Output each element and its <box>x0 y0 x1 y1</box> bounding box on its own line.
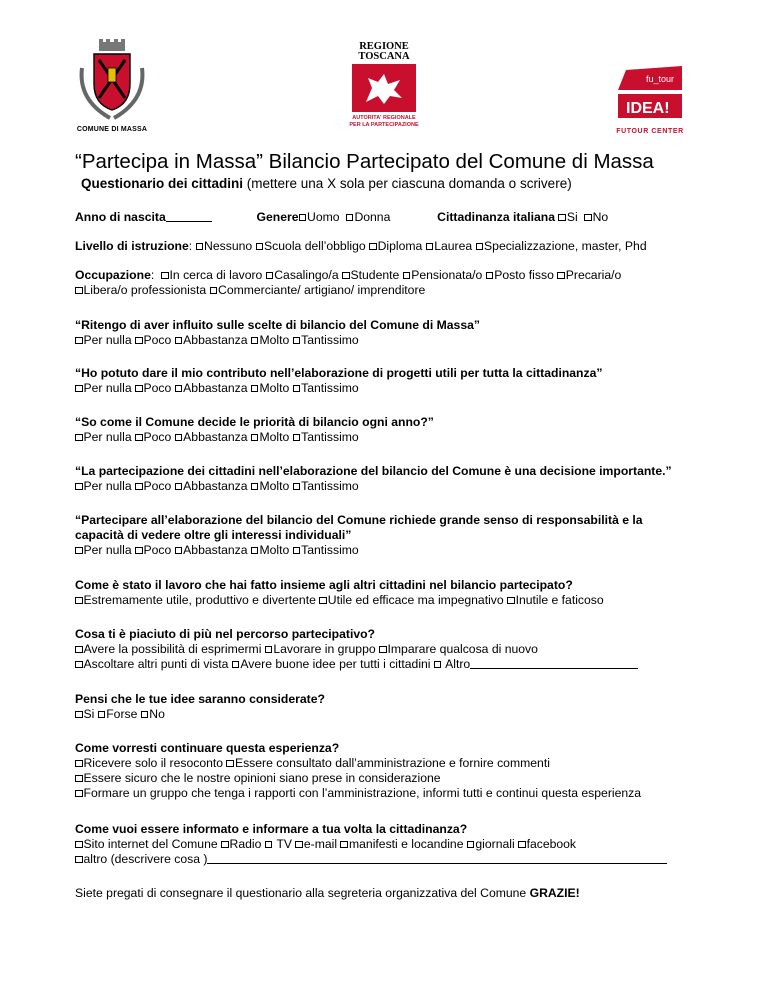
q7-other-label: Altro <box>445 657 471 671</box>
q6-checkbox[interactable] <box>75 597 83 605</box>
q7-checkbox[interactable] <box>75 661 83 669</box>
q8-option: Si <box>83 707 95 721</box>
page-title: “Partecipa in Massa” Bilancio Partecipato del Comune di Massa <box>75 150 654 173</box>
subtitle-bold: Questionario dei cittadini <box>81 176 244 191</box>
education-option: Diploma <box>377 239 423 253</box>
scale-checkbox[interactable] <box>135 483 143 491</box>
education-checkbox[interactable] <box>256 243 264 251</box>
occupation-option: Commerciante/ artigiano/ imprenditore <box>218 283 426 297</box>
scale-checkbox[interactable] <box>175 434 183 442</box>
q8-option: No <box>149 707 165 721</box>
q10-option: Radio <box>229 837 262 851</box>
scale-checkbox[interactable] <box>75 434 83 442</box>
gender-label: Genere <box>256 210 299 224</box>
futour-center-logo <box>610 60 690 135</box>
q7-option: Avere buone idee per tutti i cittadini <box>240 657 431 671</box>
scale-option: Molto <box>259 543 290 557</box>
q10-option: e-mail <box>303 837 338 851</box>
q8-checkbox[interactable] <box>75 711 83 719</box>
futour-badge-top: fu_tour <box>646 74 675 84</box>
question-5-line-1: “Partecipare all’elaborazione del bilancio del Comune richiede grande senso di responsabilità e la <box>75 513 643 527</box>
q10-checkbox[interactable] <box>75 856 83 864</box>
q9-checkbox[interactable] <box>75 790 83 798</box>
scale-checkbox[interactable] <box>251 547 259 555</box>
birth-year-label: Anno di nascita <box>75 210 166 224</box>
gender-option-donna: Donna <box>354 210 391 224</box>
q9-checkbox[interactable] <box>75 775 83 783</box>
q7-checkbox[interactable] <box>265 646 273 654</box>
q6-checkbox[interactable] <box>507 597 515 605</box>
occupation-checkbox[interactable] <box>486 272 494 280</box>
scale-checkbox[interactable] <box>135 434 143 442</box>
occupation-option: Pensionata/o <box>411 268 483 282</box>
q10-other-label: altro (descrivere cosa ) <box>83 852 208 866</box>
q10-checkbox[interactable] <box>265 841 273 849</box>
scale-option: Tantissimo <box>301 543 359 557</box>
q10-other-field[interactable] <box>207 853 667 864</box>
q7-checkbox[interactable] <box>75 646 83 654</box>
q10-checkbox[interactable] <box>340 841 348 849</box>
q6-option: Inutile e faticoso <box>515 593 604 607</box>
question-block-3 <box>75 415 705 445</box>
scale-checkbox[interactable] <box>293 483 301 491</box>
scale-option: Poco <box>143 430 172 444</box>
scale-option: Abbastanza <box>183 430 248 444</box>
q10-checkbox[interactable] <box>221 841 229 849</box>
question-10: Come vuoi essere informato e informare a tua volta la cittadinanza? <box>75 822 468 836</box>
education-row: Livello di istruzione: Nessuno Scuola dell’obbligo Diploma Laurea Specializzazione, master, Phd <box>75 239 647 253</box>
question-2: “Ho potuto dare il mio contributo nell’elaborazione di progetti utili per tutta la cittadinanza” <box>75 366 603 380</box>
q6-option: Estremamente utile, produttivo e divertente <box>83 593 316 607</box>
question-block-9 <box>75 741 705 801</box>
scale-option: Per nulla <box>83 381 132 395</box>
education-option: Nessuno <box>204 239 253 253</box>
question-3: “So come il Comune decide le priorità di bilancio ogni anno?” <box>75 415 434 429</box>
footer-text: Siete pregati di consegnare il questionario alla segreteria organizzativa del Comune <box>75 886 530 900</box>
q9-option: Ricevere solo il resoconto <box>83 756 224 770</box>
question-6: Come è stato il lavoro che hai fatto insieme agli altri cittadini nel bilancio partecipato? <box>75 578 573 592</box>
question-block-8 <box>75 692 705 722</box>
scale-option: Tantissimo <box>301 479 359 493</box>
scale-option: Molto <box>259 333 290 347</box>
q9-option: Formare un gruppo che tenga i rapporti con l’amministrazione, informi tutti e continui questa esperienza <box>83 786 642 800</box>
scale-checkbox[interactable] <box>135 337 143 345</box>
scale-checkbox[interactable] <box>251 337 259 345</box>
futour-caption: FUTOUR CENTER <box>616 128 684 135</box>
q7-option: Avere la possibilità di esprimermi <box>83 642 262 656</box>
scale-option: Molto <box>259 479 290 493</box>
q10-checkbox[interactable] <box>75 841 83 849</box>
occupation-checkbox[interactable] <box>210 287 218 295</box>
regione-caption-2: PER LA PARTECIPAZIONE <box>349 122 419 128</box>
q7-checkbox[interactable] <box>379 646 387 654</box>
q9-checkbox[interactable] <box>75 760 83 768</box>
scale-checkbox[interactable] <box>251 483 259 491</box>
scale-checkbox[interactable] <box>75 547 83 555</box>
q10-option: manifesti e locandine <box>348 837 464 851</box>
occupation-label: Occupazione <box>75 268 151 282</box>
subtitle-rest: (mettere una X sola per ciascuna domanda o scrivere) <box>243 176 572 191</box>
citizenship-option-no: No <box>592 210 609 224</box>
q10-checkbox[interactable] <box>467 841 475 849</box>
gender-option-uomo: Uomo <box>307 210 340 224</box>
scale-option: Poco <box>143 381 172 395</box>
scale-options-1 <box>75 333 705 348</box>
citizenship-checkbox-si[interactable] <box>558 214 566 222</box>
occupation-option: In cerca di lavoro <box>169 268 263 282</box>
scale-checkbox[interactable] <box>175 483 183 491</box>
scale-option: Per nulla <box>83 430 132 444</box>
header-logos <box>0 38 768 138</box>
question-block-2 <box>75 366 705 396</box>
scale-option: Poco <box>143 479 172 493</box>
occupation-checkbox[interactable] <box>266 272 274 280</box>
scale-option: Tantissimo <box>301 333 359 347</box>
coat-of-arms-icon <box>72 38 152 124</box>
q10-option: giornali <box>475 837 515 851</box>
q6-option: Utile ed efficace ma impegnativo <box>327 593 504 607</box>
q7-options-line-1 <box>75 642 705 657</box>
citizenship-label: Cittadinanza italiana <box>437 210 555 224</box>
scale-option: Molto <box>259 381 290 395</box>
occupation-block: Occupazione: In cerca di lavoro Casalingo/a Studente Pensionata/o Posto fisso Precaria/o Libera/o professionista Commerciante/ artigiano/ imprenditore <box>75 268 622 297</box>
education-checkbox[interactable] <box>369 243 377 251</box>
education-checkbox[interactable] <box>476 243 484 251</box>
pegasus-icon <box>352 64 416 112</box>
education-option: Scuola dell’obbligo <box>264 239 366 253</box>
question-5-line-2: capacità di vedere oltre gli interessi individuali” <box>75 528 352 542</box>
scale-checkbox[interactable] <box>135 547 143 555</box>
scale-checkbox[interactable] <box>175 337 183 345</box>
personal-info-row <box>75 210 705 225</box>
scale-checkbox[interactable] <box>293 385 301 393</box>
q7-option: Lavorare in gruppo <box>273 642 376 656</box>
scale-checkbox[interactable] <box>293 547 301 555</box>
scale-option: Abbastanza <box>183 381 248 395</box>
occupation-option: Studente <box>350 268 400 282</box>
question-block-5 <box>75 513 705 558</box>
scale-options-5 <box>75 543 705 558</box>
scale-option: Tantissimo <box>301 430 359 444</box>
q8-checkbox[interactable] <box>141 711 149 719</box>
scale-checkbox[interactable] <box>175 547 183 555</box>
q10-option: TV <box>276 837 293 851</box>
q7-options-line-2 <box>75 657 705 672</box>
q7-checkbox[interactable] <box>434 661 442 669</box>
scale-checkbox[interactable] <box>75 385 83 393</box>
question-7: Cosa ti è piaciuto di più nel percorso partecipativo? <box>75 627 376 641</box>
regione-title-2: TOSCANA <box>358 51 410 62</box>
occupation-checkbox[interactable] <box>161 272 169 280</box>
question-block-4 <box>75 464 705 494</box>
gender-checkbox-donna[interactable] <box>346 214 354 222</box>
citizenship-checkbox-no[interactable] <box>584 214 592 222</box>
question-block-6 <box>75 578 705 608</box>
comune-di-massa-logo <box>72 38 152 133</box>
q9-option: Essere sicuro che le nostre opinioni siano prese in considerazione <box>83 771 441 785</box>
scale-option: Molto <box>259 430 290 444</box>
education-checkbox[interactable] <box>426 243 434 251</box>
q10-checkbox[interactable] <box>295 841 303 849</box>
occupation-option: Posto fisso <box>494 268 554 282</box>
q9-checkbox[interactable] <box>226 760 234 768</box>
occupation-checkbox[interactable] <box>75 287 83 295</box>
scale-option: Tantissimo <box>301 381 359 395</box>
q6-options <box>75 593 705 608</box>
occupation-checkbox[interactable] <box>557 272 565 280</box>
footer-note <box>75 886 705 901</box>
q9-option: Essere consultato dall’amministrazione e fornire commenti <box>234 756 550 770</box>
q8-options <box>75 707 705 722</box>
scale-checkbox[interactable] <box>135 385 143 393</box>
scale-checkbox[interactable] <box>293 434 301 442</box>
scale-checkbox[interactable] <box>75 337 83 345</box>
footer-thanks: GRAZIE! <box>529 886 580 900</box>
scale-option: Per nulla <box>83 543 132 557</box>
q10-option: Sito internet del Comune <box>83 837 218 851</box>
question-block-7 <box>75 627 705 672</box>
education-option: Laurea <box>434 239 473 253</box>
education-label: Livello di istruzione <box>75 239 189 253</box>
question-9: Come vorresti continuare questa esperienza? <box>75 741 340 755</box>
education-checkbox[interactable] <box>196 243 204 251</box>
scale-checkbox[interactable] <box>75 483 83 491</box>
futour-badge-icon <box>610 60 690 124</box>
question-block-1 <box>75 318 705 348</box>
question-4: “La partecipazione dei cittadini nell’elaborazione del bilancio del Comune è una decisione importante.” <box>75 464 672 478</box>
scale-option: Abbastanza <box>183 333 248 347</box>
gender-checkbox-uomo[interactable] <box>299 214 307 222</box>
comune-caption: COMUNE DI MASSA <box>76 126 148 133</box>
scale-checkbox[interactable] <box>251 385 259 393</box>
scale-option: Abbastanza <box>183 479 248 493</box>
q7-checkbox[interactable] <box>232 661 240 669</box>
citizenship-option-si: Si <box>566 210 578 224</box>
scale-options-3 <box>75 430 705 445</box>
question-block-10 <box>75 822 705 867</box>
regione-caption-1: AUTORITA' REGIONALE <box>352 115 416 121</box>
q8-option: Forse <box>106 707 138 721</box>
birth-year-field[interactable] <box>166 211 212 222</box>
occupation-checkbox[interactable] <box>403 272 411 280</box>
scale-option: Per nulla <box>83 333 132 347</box>
occupation-option: Precaria/o <box>565 268 622 282</box>
scale-options-2 <box>75 381 705 396</box>
occupation-checkbox[interactable] <box>342 272 350 280</box>
question-8: Pensi che le tue idee saranno considerate? <box>75 692 325 706</box>
regione-toscana-logo <box>334 42 434 142</box>
q10-option: facebook <box>526 837 577 851</box>
q10-checkbox[interactable] <box>518 841 526 849</box>
futour-badge-bottom: IDEA! <box>626 100 670 117</box>
scale-option: Abbastanza <box>183 543 248 557</box>
scale-options-4 <box>75 479 705 494</box>
scale-checkbox[interactable] <box>293 337 301 345</box>
q8-checkbox[interactable] <box>98 711 106 719</box>
q10-options <box>75 837 705 852</box>
scale-option: Poco <box>143 543 172 557</box>
q7-other-field[interactable] <box>470 658 638 669</box>
regione-title-1: REGIONE <box>359 41 409 52</box>
q7-option: Imparare qualcosa di nuovo <box>387 642 538 656</box>
scale-checkbox[interactable] <box>251 434 259 442</box>
page-subtitle <box>81 176 572 191</box>
scale-option: Poco <box>143 333 172 347</box>
q7-option: Ascoltare altri punti di vista <box>83 657 229 671</box>
occupation-option: Libera/o professionista <box>83 283 207 297</box>
education-option: Specializzazione, master, Phd <box>484 239 647 253</box>
occupation-option: Casalingo/a <box>274 268 339 282</box>
scale-option: Per nulla <box>83 479 132 493</box>
scale-checkbox[interactable] <box>175 385 183 393</box>
question-1: “Ritengo di aver influito sulle scelte di bilancio del Comune di Massa” <box>75 318 480 332</box>
q6-checkbox[interactable] <box>319 597 327 605</box>
